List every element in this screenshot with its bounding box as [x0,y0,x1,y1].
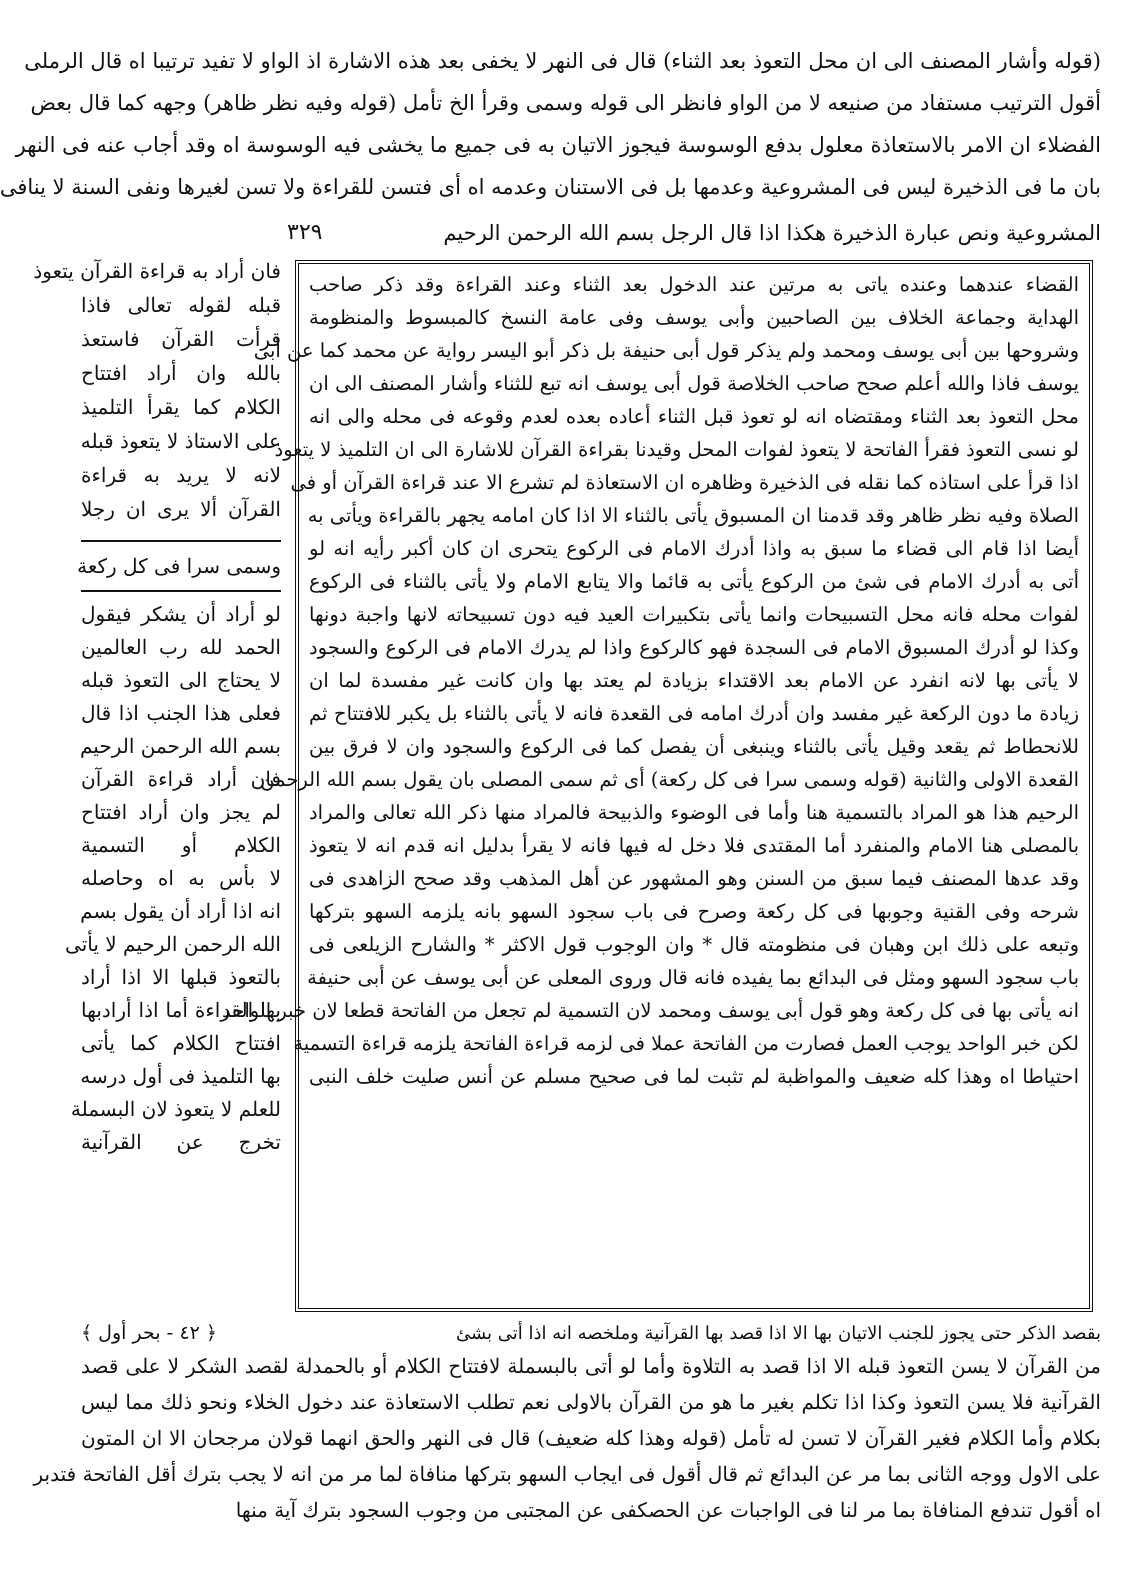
main-line: أيضا اذا قام الى قضاء ما سبق به واذا أدرك الامام فى الركوع يتحرى ان كان أكبر رأيه انه لو [309,537,1079,560]
side-line: افتتاح الكلام كما يأتى [81,1031,281,1055]
main-line: لا يأتى بها لانه انفرد عن الامام بعد الاقتداء بزيادة لم يعتد بها وان كانت غير مفسدة لما ان [309,669,1079,692]
main-line: محل التعوذ بعد الثناء ومقتضاه انه لو تعوذ قبل الثناء أعاده بعده لعدم وقوعه فى محله والى انه [309,405,1079,428]
top-line: (قوله وأشار المصنف الى ان محل التعوذ بعد الثناء) قال فى النهر لا يخفى بعد هذه الاشارة اذ الواو لا تفيد ترتيبا اه قال الرملى [24,49,1101,73]
main-line: لو نسى التعوذ فقرأ الفاتحة لا يتعوذ لفوات المحل وقيدنا بقراءة القرآن للاشارة الى ان التلميذ لا يتعوذ [274,438,1079,461]
main-line: للانحطاط ثم يقعد وقيل يأتى بالثناء وينبغى أن يفصل كما فى الركوع والسجود وان لا فرق بين [309,735,1079,758]
side-line: للعلم لا يتعوذ لان البسملة [70,1097,281,1121]
main-line: اذا قرأ على استاذه كما نقله فى الذخيرة وظاهره ان الاستعاذة لم تشرع الا عند قراءة القرآن أو فى [290,471,1079,494]
side-line: لا بأس به اه وحاصله [81,866,281,890]
side-line: الحمد لله رب العالمين [81,635,281,659]
side-heading: وسمى سرا فى كل ركعة [81,540,281,592]
main-line: بالمصلى هنا الامام والمنفرد أما المقتدى فلا دخل له فيها فانه لا يقرأ بدليل انه قدم انه لا يتعوذ [309,834,1079,857]
side-line: انه اذا أراد أن يقول بسم [80,899,281,923]
side-line: الكلام أو التسمية [81,833,281,857]
main-line: القضاء عندهما وعنده ياتى به مرتين عند الدخول بعد الثناء وعند القراءة وقد ذكر صاحب [309,273,1079,296]
side-column-top [33,254,281,526]
top-line: أقول الترتيب مستفاد من صنيعه لا من الواو فانظر الى قوله وسمى وقرأ الخ تأمل (قوله وفيه نظر ظاهر) وجهه كما قال بعض [30,91,1101,115]
main-line: زيادة ما دون الركعة غير مفسد وان أدرك امامه فى القعدة فانه لا يأتى بالثناء بل يكبر للافتتاح ثم [309,702,1079,725]
side-line: على الاستاذ لا يتعوذ قبله [80,429,281,453]
bottom-line: من القرآن لا يسن التعوذ قبله الا اذا قصد به التلاوة وأما لو أتى بالبسملة لافتتاح الكلام أو بالحمدلة لقصد الشكر لا على قصد [81,1354,1101,1378]
main-line: الهداية وجماعة الخلاف بين الصاحبين وأبى يوسف وفى عامة النسخ كالمبسوط والمنظومة [309,306,1079,329]
main-line: الرحيم هذا هو المراد بالتسمية هنا وأما فى الوضوء والذبيحة فالمراد منها ذكر الله تعالى والمراد [309,801,1079,824]
page-number: ٣٢٩ [287,220,323,245]
main-line: احتياطا اه وهذا كله ضعيف والمواظبة لم تثبت لما فى صحيح مسلم عن أنس صليت خلف النبى [309,1065,1079,1088]
main-line: الصلاة وفيه نظر ظاهر وقد قدمنا ان المسبوق يأتى بالثناء الا اذا كان امامه يجهر بالقراءة ويأتى به [307,504,1079,527]
side-line: الكلام كما يقرأ التلميذ [81,395,281,419]
side-line: الله الرحمن الرحيم لا يأتى [65,932,281,956]
side-line: قبله لقوله تعالى فاذا [81,293,281,317]
main-line: وكذا لو أدرك المسبوق الامام فى السجدة فهو كالركوع واذا لم يدرك الامام فى الركوع والسجود [309,636,1079,659]
side-line: فعلى هذا الجنب اذا قال [81,701,281,725]
main-line: شرحه وفى القنية وجوبها فى كل ركعة وصرح فى باب سجود السهو بانه يلزمه السهو بتركها [309,900,1079,923]
main-line: لفوات محله فانه محل التسبيحات وانما يأتى بتكبيرات العيد فيه دون تسبيحاته لانها واجبة دونها [309,603,1079,626]
main-line: وشروحها بين أبى يوسف ومحمد ولم يذكر قول أبى حنيفة بل ذكر أبو اليسر رواية عن محمد كما عن أبى [253,339,1079,362]
bottom-line: على الاول ووجه الثانى بما مر عن البدائع ثم قال أقول فى ايجاب السهو بتركها منافاة لما مر من انه لا يجب بترك أقل الفاتحة فتدبر [33,1462,1101,1486]
side-line: تخرج عن القرآنية [81,1130,281,1154]
main-line: أتى به أدرك الامام فى شئ من الركوع يأتى به قائما والا يتابع الامام ولا يأتى بالثناء فى الركوع [309,570,1079,593]
side-line: لو أراد أن يشكر فيقول [81,602,281,626]
side-line: فان أراد به قراءة القرآن يتعوذ [33,259,281,283]
series-label: ﴿ ٤٢ - بحر أول ﴾ [81,1322,218,1344]
side-line: لم يجز وان أراد افتتاح [81,800,281,824]
side-line: القرآن ألا يرى ان رجلا [81,497,281,521]
side-line: بها التلميذ فى أول درسه [80,1064,281,1088]
main-line: انه يأتى بها فى كل ركعة وهو قول أبى يوسف ومحمد لان التسمية لم تجعل من الفاتحة قطعا لان خبر الواحد [222,999,1079,1022]
main-line: القعدة الاولى والثانية (قوله وسمى سرا فى كل ركعة) أى ثم سمى المصلى بان يقول بسم الله الرحمن [260,768,1079,791]
side-line: بها القراءة أما اذا أرادبها [81,998,281,1022]
side-line: قرأت القرآن فاستعذ [81,327,281,351]
main-line: وقد عدها المصنف فيما سبق من السنن وهو المشهور عن أهل المذهب وقد صحح الزاهدى فى [309,867,1079,890]
footer-row [81,1318,1101,1348]
main-line: باب سجود السهو ومثل فى البدائع بما يفيده فانه قال وروى المعلى عن أبى يوسف عن أبى حنيفة [307,966,1079,989]
side-column-bottom [65,598,281,1159]
top-last-right-text: المشروعية ونص عبارة الذخيرة هكذا اذا قال الرجل بسم الله الرحمن الرحيم [443,221,1101,245]
main-line: يوسف فاذا والله أعلم صحح صاحب الخلاصة قول أبى يوسف انه تبع للثناء وأشار المصنف الى ان [309,372,1079,395]
footer-right-text: بقصد الذكر حتى يجوز للجنب الاتيان بها الا اذا قصد بها القرآنية وملخصه انه اذا أتى بشئ [456,1322,1101,1344]
main-line: لكن خبر الواحد يوجب العمل فصارت من الفاتحة عملا فى لزمه قراءة الفاتحة يلزمه قراءة التسمية [293,1032,1079,1055]
bottom-line: القرآنية فلا يسن التعوذ وكذا اذا تكلم بغير ما هو من القرآن بالاولى نعم تطلب الاستعاذة عند دخول الخلاء ونحو ذلك مما ليس [81,1390,1101,1414]
side-line: لانه لا يريد به قراءة [81,463,281,487]
main-line: وتبعه على ذلك ابن وهبان فى منظومته قال * وان الوجوب قول الاكثر * والشارح الزيلعى فى [309,933,1079,956]
bottom-line: بكلام وأما الكلام فغير القرآن لا تسن له تأمل (قوله وهذا كله ضعيف) قال فى النهر والحق انهما قولان مرجحان الا ان المتون [81,1426,1101,1450]
side-line: بالتعوذ قبلها الا اذا أراد [81,965,281,989]
side-line: لا يحتاج الى التعوذ قبله [81,668,281,692]
bottom-line: اه أقول تندفع المنافاة بما مر لنا فى الواجبات عن الحصكفى عن المجتبى من وجوب السجود بترك آية منها [235,1498,1101,1522]
top-commentary [0,40,1101,208]
side-line: فان أراد قراءة القرآن [81,767,281,791]
top-last-line [287,212,1101,254]
side-line: بالله وان أراد افتتاح [81,361,281,385]
top-line: الفضلاء ان الامر بالاستعاذة معلول بدفع الوسوسة فيجوز الاتيان به فى جميع ما يخشى فيه الوسوسة اه وقد أجاب عنه فى النهر [15,133,1101,157]
side-line: بسم الله الرحمن الرحيم [79,734,281,758]
bottom-commentary [33,1348,1101,1528]
main-text-box [222,260,1093,1312]
top-line: بان ما فى الذخيرة ليس فى المشروعية وعدمها بل فى الاستنان وعدمه اه أى فتسن للقراءة ولا تسن لغيرها ونفى السنة لا ينافى [0,175,1101,199]
